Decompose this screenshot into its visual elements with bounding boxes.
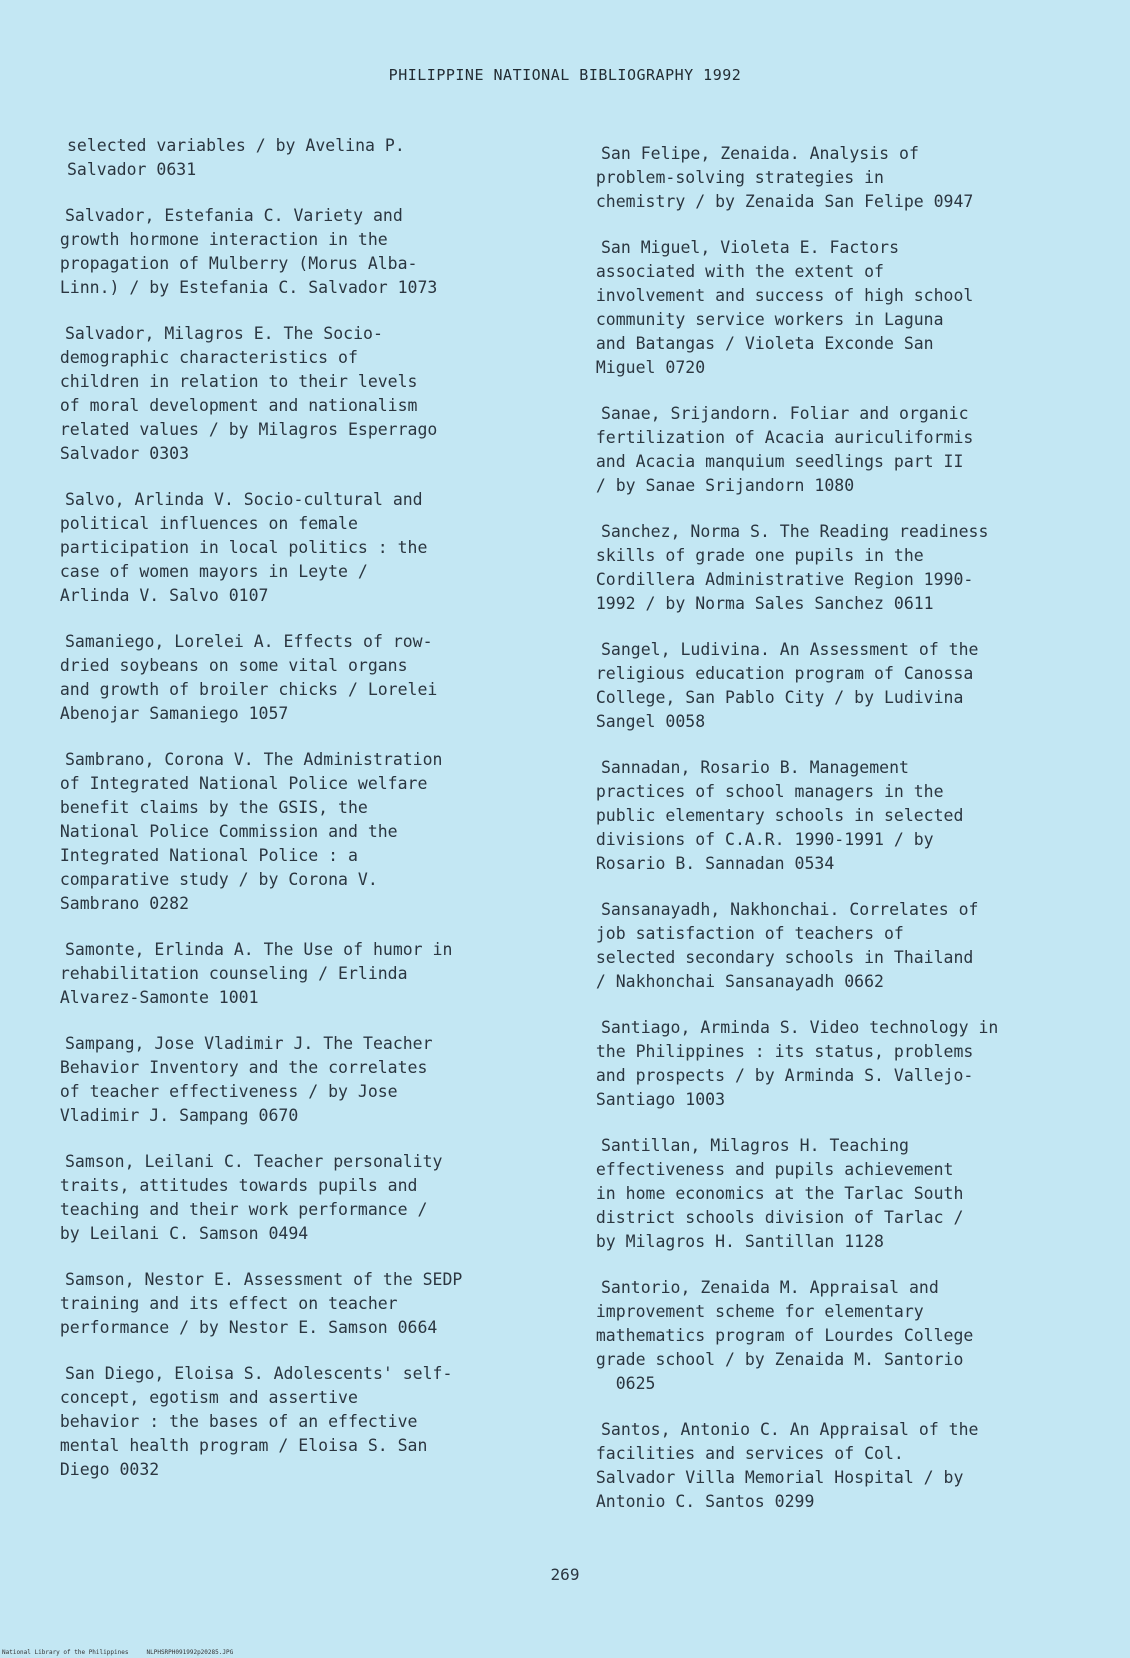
entry-line: public elementary schools in selected (576, 806, 964, 825)
entry-line: selected variables / by Avelina P. (67, 136, 405, 155)
entry-line: Salvador, Estefania C. Variety and (65, 206, 403, 225)
entry-line: Rosario B. Sannadan 0534 (576, 854, 835, 873)
entry-line: in home economics at the Tarlac South (576, 1184, 964, 1203)
page-header: PHILIPPINE NATIONAL BIBLIOGRAPHY 1992 (388, 66, 742, 84)
entry-line: Linn.) / by Estefania C. Salvador 1073 (40, 278, 438, 297)
entry-line: practices of school managers in the (576, 782, 944, 801)
entry-line: traits, attitudes towards pupils and (40, 1176, 418, 1195)
entry-line: Sangel 0058 (576, 712, 706, 731)
entry-line: community service workers in Laguna (576, 310, 944, 329)
bibliography-entry (576, 236, 1076, 380)
right-column (576, 142, 1076, 1536)
entry-line: Salvador, Milagros E. The Socio- (65, 324, 383, 343)
entry-line: Alvarez-Samonte 1001 (40, 988, 259, 1007)
bibliography-entry (576, 898, 1076, 994)
entry-line: effectiveness and pupils achievement (576, 1160, 954, 1179)
entry-line: Samonte, Erlinda A. The Use of humor in (65, 940, 453, 959)
entry-line: Salvador 0631 (67, 160, 197, 179)
page-number: 269 (550, 1565, 580, 1584)
bibliography-entry (576, 1016, 1076, 1112)
entry-line: Sambrano, Corona V. The Administration (65, 750, 443, 769)
entry-line: College, San Pablo City / by Ludivina (576, 688, 964, 707)
entry-line: San Miguel, Violeta E. Factors (601, 238, 900, 257)
bibliography-entry (576, 520, 1076, 616)
entry-line: facilities and services of Col. (576, 1444, 904, 1463)
entry-line: / Nakhonchai Sansanayadh 0662 (576, 972, 884, 991)
entry-line: children in relation to their levels (40, 372, 418, 391)
bibliography-entry (576, 402, 1076, 498)
entry-line: behavior : the bases of an effective (40, 1412, 418, 1431)
entry-line: Salvador 0303 (40, 444, 190, 463)
entry-line: Santillan, Milagros H. Teaching (601, 1136, 909, 1155)
entry-line: associated with the extent of (576, 262, 884, 281)
entry-line: participation in local politics : the (40, 538, 428, 557)
bibliography-entry (576, 1418, 1076, 1514)
entry-line: propagation of Mulberry (Morus Alba- (40, 254, 418, 273)
entry-line: selected secondary schools in Thailand (576, 948, 974, 967)
entry-line: skills of grade one pupils in the (576, 546, 924, 565)
entry-line: dried soybeans on some vital organs (40, 656, 408, 675)
entry-line: of Integrated National Police welfare (40, 774, 428, 793)
entry-line: comparative study / by Corona V. (40, 870, 378, 889)
entry-line: demographic characteristics of (40, 348, 358, 367)
entry-line: Arlinda V. Salvo 0107 (40, 586, 269, 605)
entry-line: case of women mayors in Leyte / (40, 562, 368, 581)
bibliography-entry (40, 748, 540, 916)
entry-line: job satisfaction of teachers of (576, 924, 904, 943)
entry-line: San Diego, Eloisa S. Adolescents' self- (65, 1364, 453, 1383)
bibliography-entry (576, 638, 1076, 734)
entry-line: and growth of broiler chicks / Lorelei (40, 680, 438, 699)
entry-line: by Milagros H. Santillan 1128 (576, 1232, 884, 1251)
entry-line: Cordillera Administrative Region 1990- (576, 570, 974, 589)
entry-line: Sangel, Ludivina. An Assessment of the (601, 640, 979, 659)
entry-line: and Batangas / Violeta Exconde San (576, 334, 934, 353)
entry-line: Sanae, Srijandorn. Foliar and organic (601, 404, 969, 423)
entry-line: and Acacia manquium seedlings part II (576, 452, 964, 471)
entry-line: Santorio, Zenaida M. Appraisal and (601, 1278, 939, 1297)
bibliography-entry (40, 1268, 540, 1340)
scan-footer: National Library of the Philippines NLPHSRPH091992p20285.JPG (2, 1649, 234, 1656)
bibliography-entry (576, 1276, 1076, 1396)
bibliography-entry (40, 1032, 540, 1128)
entry-line: Sannadan, Rosario B. Management (601, 758, 909, 777)
bibliography-entry (576, 1134, 1076, 1254)
bibliography-entry (40, 630, 540, 726)
bibliography-entry (40, 488, 540, 608)
entry-line: Salvo, Arlinda V. Socio-cultural and (65, 490, 423, 509)
entry-line: chemistry / by Zenaida San Felipe 0947 (576, 192, 974, 211)
entry-line: religious education program of Canossa (576, 664, 974, 683)
entry-line: of moral development and nationalism (40, 396, 418, 415)
entry-line: mental health program / Eloisa S. San (40, 1436, 428, 1455)
entry-line: Behavior Inventory and the correlates (40, 1058, 428, 1077)
bibliography-entry (40, 1150, 540, 1246)
entry-line: involvement and success of high school (576, 286, 974, 305)
entry-line: teaching and their work performance / (40, 1200, 428, 1219)
entry-line: rehabilitation counseling / Erlinda (40, 964, 408, 983)
entry-line: growth hormone interaction in the (40, 230, 388, 249)
left-column (40, 134, 540, 1504)
entry-line: Antonio C. Santos 0299 (576, 1492, 815, 1511)
entry-line: Integrated National Police : a (40, 846, 358, 865)
bibliography-entry (576, 756, 1076, 876)
entry-line: by Leilani C. Samson 0494 (40, 1224, 309, 1243)
entry-line: related values / by Milagros Esperrago (40, 420, 438, 439)
entry-line: Samson, Nestor E. Assessment of the SEDP (65, 1270, 463, 1289)
entry-line: 0625 (576, 1374, 656, 1393)
bibliography-entry (40, 1362, 540, 1482)
entry-line: divisions of C.A.R. 1990-1991 / by (576, 830, 934, 849)
entry-line: benefit claims by the GSIS, the (40, 798, 368, 817)
entry-line: / by Sanae Srijandorn 1080 (576, 476, 855, 495)
entry-line: Santiago 1003 (576, 1090, 726, 1109)
entry-line: Santos, Antonio C. An Appraisal of the (601, 1420, 979, 1439)
entry-line: fertilization of Acacia auriculiformis (576, 428, 974, 447)
entry-line: improvement scheme for elementary (576, 1302, 924, 1321)
entry-line: Diego 0032 (40, 1460, 160, 1479)
entry-line: grade school / by Zenaida M. Santorio (576, 1350, 964, 1369)
bibliography-entry (40, 322, 540, 466)
entry-line: Santiago, Arminda S. Video technology in (601, 1018, 999, 1037)
entry-line: Salvador Villa Memorial Hospital / by (576, 1468, 964, 1487)
entry-line: performance / by Nestor E. Samson 0664 (40, 1318, 438, 1337)
entry-line: Vladimir J. Sampang 0670 (40, 1106, 299, 1125)
entry-line: Abenojar Samaniego 1057 (40, 704, 289, 723)
entry-line: of teacher effectiveness / by Jose (40, 1082, 398, 1101)
entry-line: district schools division of Tarlac / (576, 1208, 964, 1227)
entry-line: the Philippines : its status, problems (576, 1042, 974, 1061)
entry-line: 1992 / by Norma Sales Sanchez 0611 (576, 594, 934, 613)
entry-line: National Police Commission and the (40, 822, 398, 841)
bibliography-entry (576, 142, 1076, 214)
entry-line: problem-solving strategies in (576, 168, 884, 187)
entry-line: Sansanayadh, Nakhonchai. Correlates of (601, 900, 979, 919)
entry-line: political influences on female (40, 514, 358, 533)
entry-line: concept, egotism and assertive (40, 1388, 358, 1407)
entry-line: Miguel 0720 (576, 358, 706, 377)
bibliography-entry (40, 204, 540, 300)
entry-line: Sambrano 0282 (40, 894, 190, 913)
bibliography-entry (40, 938, 540, 1010)
entry-line: Sanchez, Norma S. The Reading readiness (601, 522, 989, 541)
entry-line: San Felipe, Zenaida. Analysis of (601, 144, 919, 163)
bibliography-entry (40, 134, 540, 182)
entry-line: mathematics program of Lourdes College (576, 1326, 974, 1345)
entry-line: and prospects / by Arminda S. Vallejo- (576, 1066, 974, 1085)
entry-line: Samaniego, Lorelei A. Effects of row- (65, 632, 433, 651)
entry-line: Samson, Leilani C. Teacher personality (65, 1152, 443, 1171)
entry-line: Sampang, Jose Vladimir J. The Teacher (65, 1034, 433, 1053)
entry-line: training and its effect on teacher (40, 1294, 398, 1313)
